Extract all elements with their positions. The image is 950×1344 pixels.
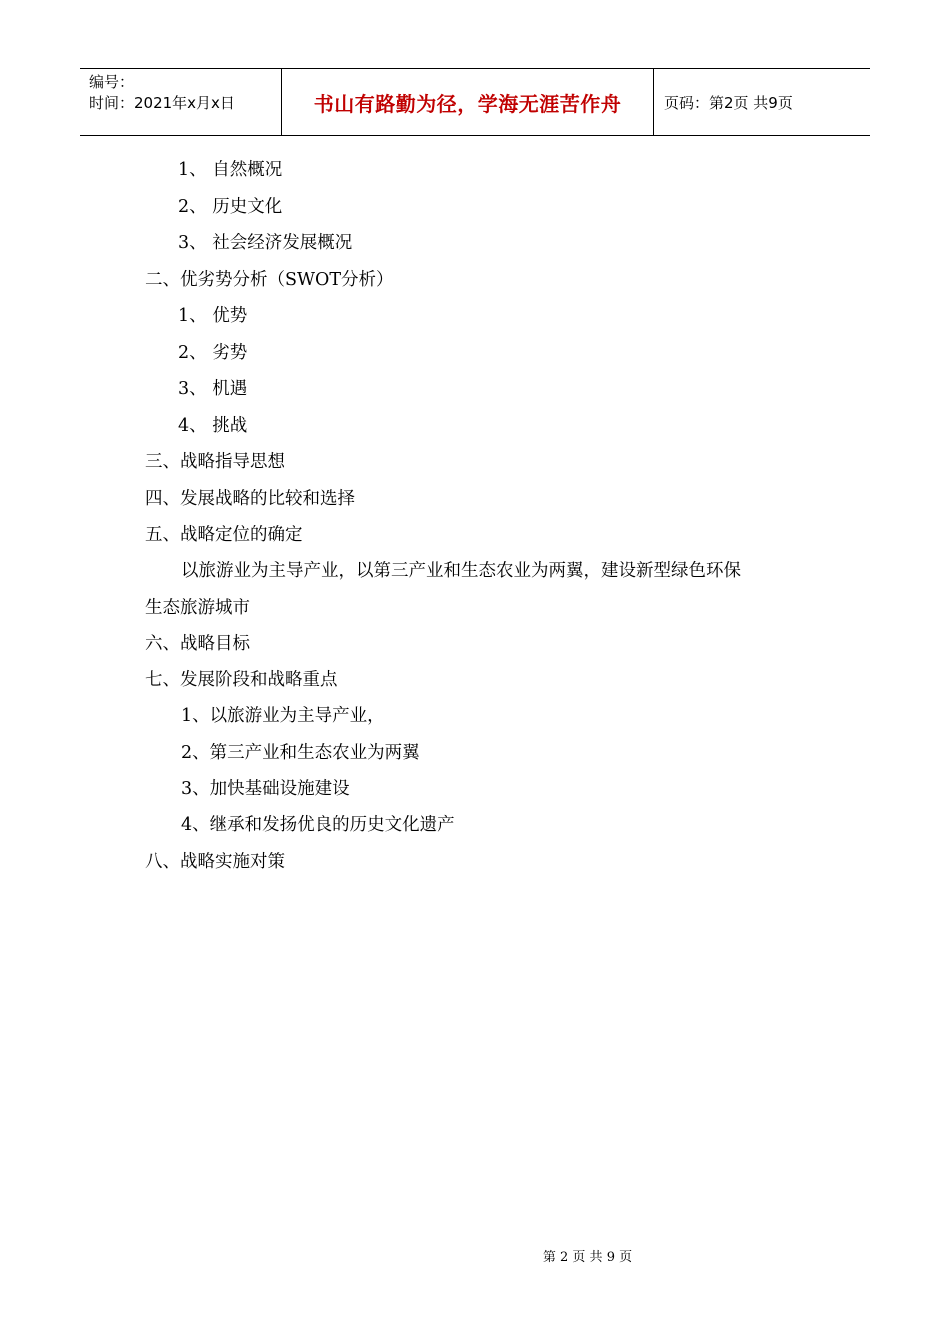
- header-page-info: 页码：第2页 共9页: [664, 93, 793, 112]
- section-heading: 七、发展阶段和战略重点: [145, 670, 338, 690]
- header-meta: [80, 69, 281, 135]
- page-footer: 第 2 页 共 9 页: [542, 1250, 633, 1265]
- outline-item: 2、 劣势: [178, 343, 248, 363]
- outline-item: 2、第三产业和生态农业为两翼: [181, 743, 420, 763]
- outline-item: 4、 挑战: [178, 416, 248, 436]
- outline-item: 2、 历史文化: [178, 197, 283, 217]
- section-heading: 二、优劣势分析（SWOT分析）: [145, 270, 394, 290]
- document-header: [80, 68, 870, 136]
- outline-item: 1、 优势: [178, 306, 248, 326]
- header-motto: 书山有路勤为径，学海无涯苦作舟: [281, 69, 654, 135]
- section-heading: 四、发展战略的比较和选择: [145, 489, 355, 509]
- outline-item: 1、 自然概况: [178, 160, 283, 180]
- outline-item: 4、继承和发扬优良的历史文化遗产: [181, 815, 455, 835]
- section-heading: 五、战略定位的确定: [145, 525, 303, 545]
- document-number-label: 编号：: [89, 73, 135, 91]
- body-paragraph-line: 生态旅游城市: [145, 598, 250, 618]
- body-paragraph-line: 以旅游业为主导产业，以第三产业和生态农业为两翼，建设新型绿色环保: [181, 561, 741, 581]
- outline-item: 3、 机遇: [178, 379, 248, 399]
- section-heading: 三、战略指导思想: [145, 452, 285, 472]
- outline-item: 1、以旅游业为主导产业，: [181, 706, 385, 726]
- section-heading: 六、战略目标: [145, 634, 250, 654]
- document-date-label: 时间：2021年x月x日: [89, 94, 235, 112]
- outline-item: 3、加快基础设施建设: [181, 779, 350, 799]
- section-heading: 八、战略实施对策: [145, 852, 285, 872]
- outline-item: 3、 社会经济发展概况: [178, 233, 353, 253]
